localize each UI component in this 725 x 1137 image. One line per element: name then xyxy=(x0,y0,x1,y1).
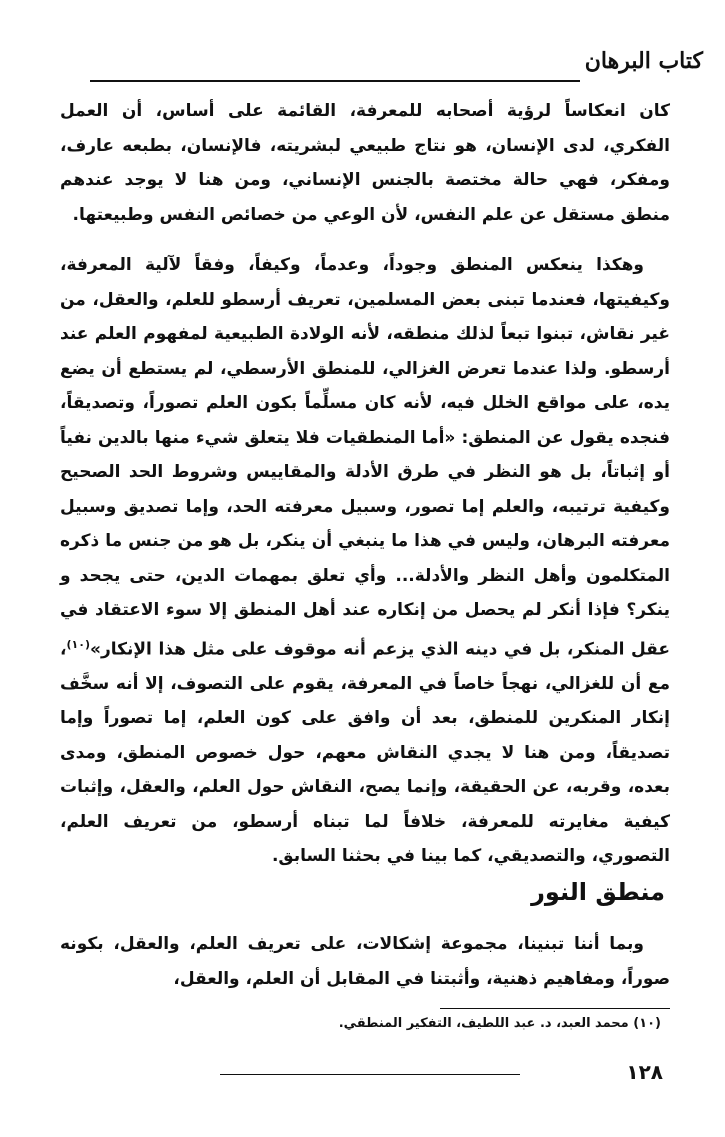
section-heading: منطق النور xyxy=(531,878,665,906)
footer-rule xyxy=(220,1074,520,1075)
page-number: ١٢٨ xyxy=(626,1060,663,1084)
header-rule xyxy=(90,80,580,82)
section-text xyxy=(60,927,670,996)
footnote-rule xyxy=(440,1008,670,1009)
paragraph-2-text: وهكذا ينعكس المنطق وجوداً، وعدماً، وكيفاً، وفقاً لآلية المعرفة، وكيفيتها، فعندما تبنى بعض المسلمين، تعريف أرسطو للعلم، والعقل، من غير نقاش، تبنوا تبعاً لذلك منطقه، لأنه الولادة الطبيعية لمفهوم العلم عند أرسطو. ولذا عندما تعرض الغزالي، للمنطق الأرسطي، لم يستطع أن يضع يده، على مواقع الخلل فيه، لأنه كان مسلِّماً بكون العلم تصوراً، وتصديقاً، فنجده يقول عن المنطق: «أما المنطقيات فلا يتعلق شيء منها بالدين نفياً أو إثباتاً، بل هو النظر في طرق الأدلة والمقاييس وشروط الحد الصحيح وكيفية ترتيبه، والعلم إما تصور، وسبيل معرفته الحد، وإما تصديق وسبيل معرفته البرهان، وليس في هذا ما ينبغي أن ينكر، بل هو من جنس ما ذكره المتكلمون وأهل النظر والأدلة... وأي تعلق بمهمات الدين، حتى يجحد و ينكر؟ فإذا أنكر لم يحصل من إنكاره عند أهل المنطق إلا سوء الاعتقاد في عقل المنكر، بل في دينه الذي يزعم أنه موقوف على مثل هذا الإنكار» xyxy=(60,255,670,660)
footnote-reference: (١٠) xyxy=(66,637,90,651)
main-text xyxy=(60,94,670,874)
footnote: (١٠) محمد العبد، د. عبد اللطيف، التفكير المنطقي. xyxy=(338,1016,661,1031)
paragraph-2: وهكذا ينعكس المنطق وجوداً، وعدماً، وكيفاً، وفقاً لآلية المعرفة، وكيفيتها، فعندما تبنى بعض المسلمين، تعريف أرسطو للعلم، والعقل، من غير نقاش، تبنوا تبعاً لذلك منطقه، لأنه الولادة الطبيعية لمفهوم العلم عند أرسطو. ولذا عندما تعرض الغزالي، للمنطق الأرسطي، لم يستطع أن يضع يده، على مواقع الخلل فيه، لأنه كان مسلِّماً بكون العلم تصوراً، وتصديقاً، فنجده يقول عن المنطق: «أما المنطقيات فلا يتعلق شيء منها بالدين نفياً أو إثباتاً، بل هو النظر في طرق الأدلة والمقاييس وشروط الحد الصحيح وكيفية ترتيبه، والعلم إما تصور، وسبيل معرفته الحد، وإما تصديق وسبيل معرفته البرهان، وليس في هذا ما ينبغي أن ينكر، بل هو من جنس ما ذكره المتكلمون وأهل النظر والأدلة... وأي تعلق بمهمات الدين، حتى يجحد و ينكر؟ فإذا أنكر لم يحصل من إنكاره عند أهل المنطق إلا سوء الاعتقاد في عقل المنكر، بل في دينه الذي يزعم أنه موقوف على مثل هذا الإنكار»$^{(١٠)}$، مع أن للغزالي، نهجاً خاصاً في المعرفة، يقوم على التصوف، إلا أنه سخَّف إنكار المنكرين للمنطق، بعد أن وافق على كون العلم، إما تصوراً وإما تصديقاً، ومن هنا لا يجدي النقاش معهم، حول خصوص المنطق، ومدى بعده، وقربه، عن الحقيقة، وإنما يصح، النقاش حول العلم، والعقل، وإثبات كيفية مغايرته للمعرفة، خلافاً لما تبناه أرسطو، من تعريف العلم، التصوري، والتصديقي، كما بينا في بحثنا السابق. xyxy=(60,255,670,867)
paragraph-1: كان انعكاساً لرؤية أصحابه للمعرفة، القائمة على أساس، أن العمل الفكري، لدى الإنسان، هو نتاج طبيعي لبشريته، فالإنسان، بطبعه عارف، ومفكر، فهي حالة مختصة بالجنس الإنساني، ومن هنا لا يوجد عندهم منطق مستقل عن علم النفس، لأن الوعي من خصائص النفس وطبيعتها. xyxy=(60,101,670,225)
paragraph-4: وبما أننا تبنينا، مجموعة إشكالات، على تعريف العلم، والعقل، بكونه صوراً، ومفاهيم ذهنية، وأثبتنا في المقابل أن العلم، والعقل، xyxy=(60,934,670,989)
paragraph-3-text: مع أن للغزالي، نهجاً خاصاً في المعرفة، يقوم على التصوف، إلا أنه سخَّف إنكار المنكرين للمنطق، بعد أن وافق على كون العلم، إما تصوراً وإما تصديقاً، ومن هنا لا يجدي النقاش معهم، حول خصوص المنطق، ومدى بعده، وقربه، عن الحقيقة، وإنما يصح، النقاش حول العلم، والعقل، وإثبات كيفية مغايرته للمعرفة، خلافاً لما تبناه أرسطو، من تعريف العلم، التصوري، والتصديقي، كما بينا في بحثنا السابق. xyxy=(60,673,670,867)
running-header-title: كتاب البرهان xyxy=(584,48,703,74)
